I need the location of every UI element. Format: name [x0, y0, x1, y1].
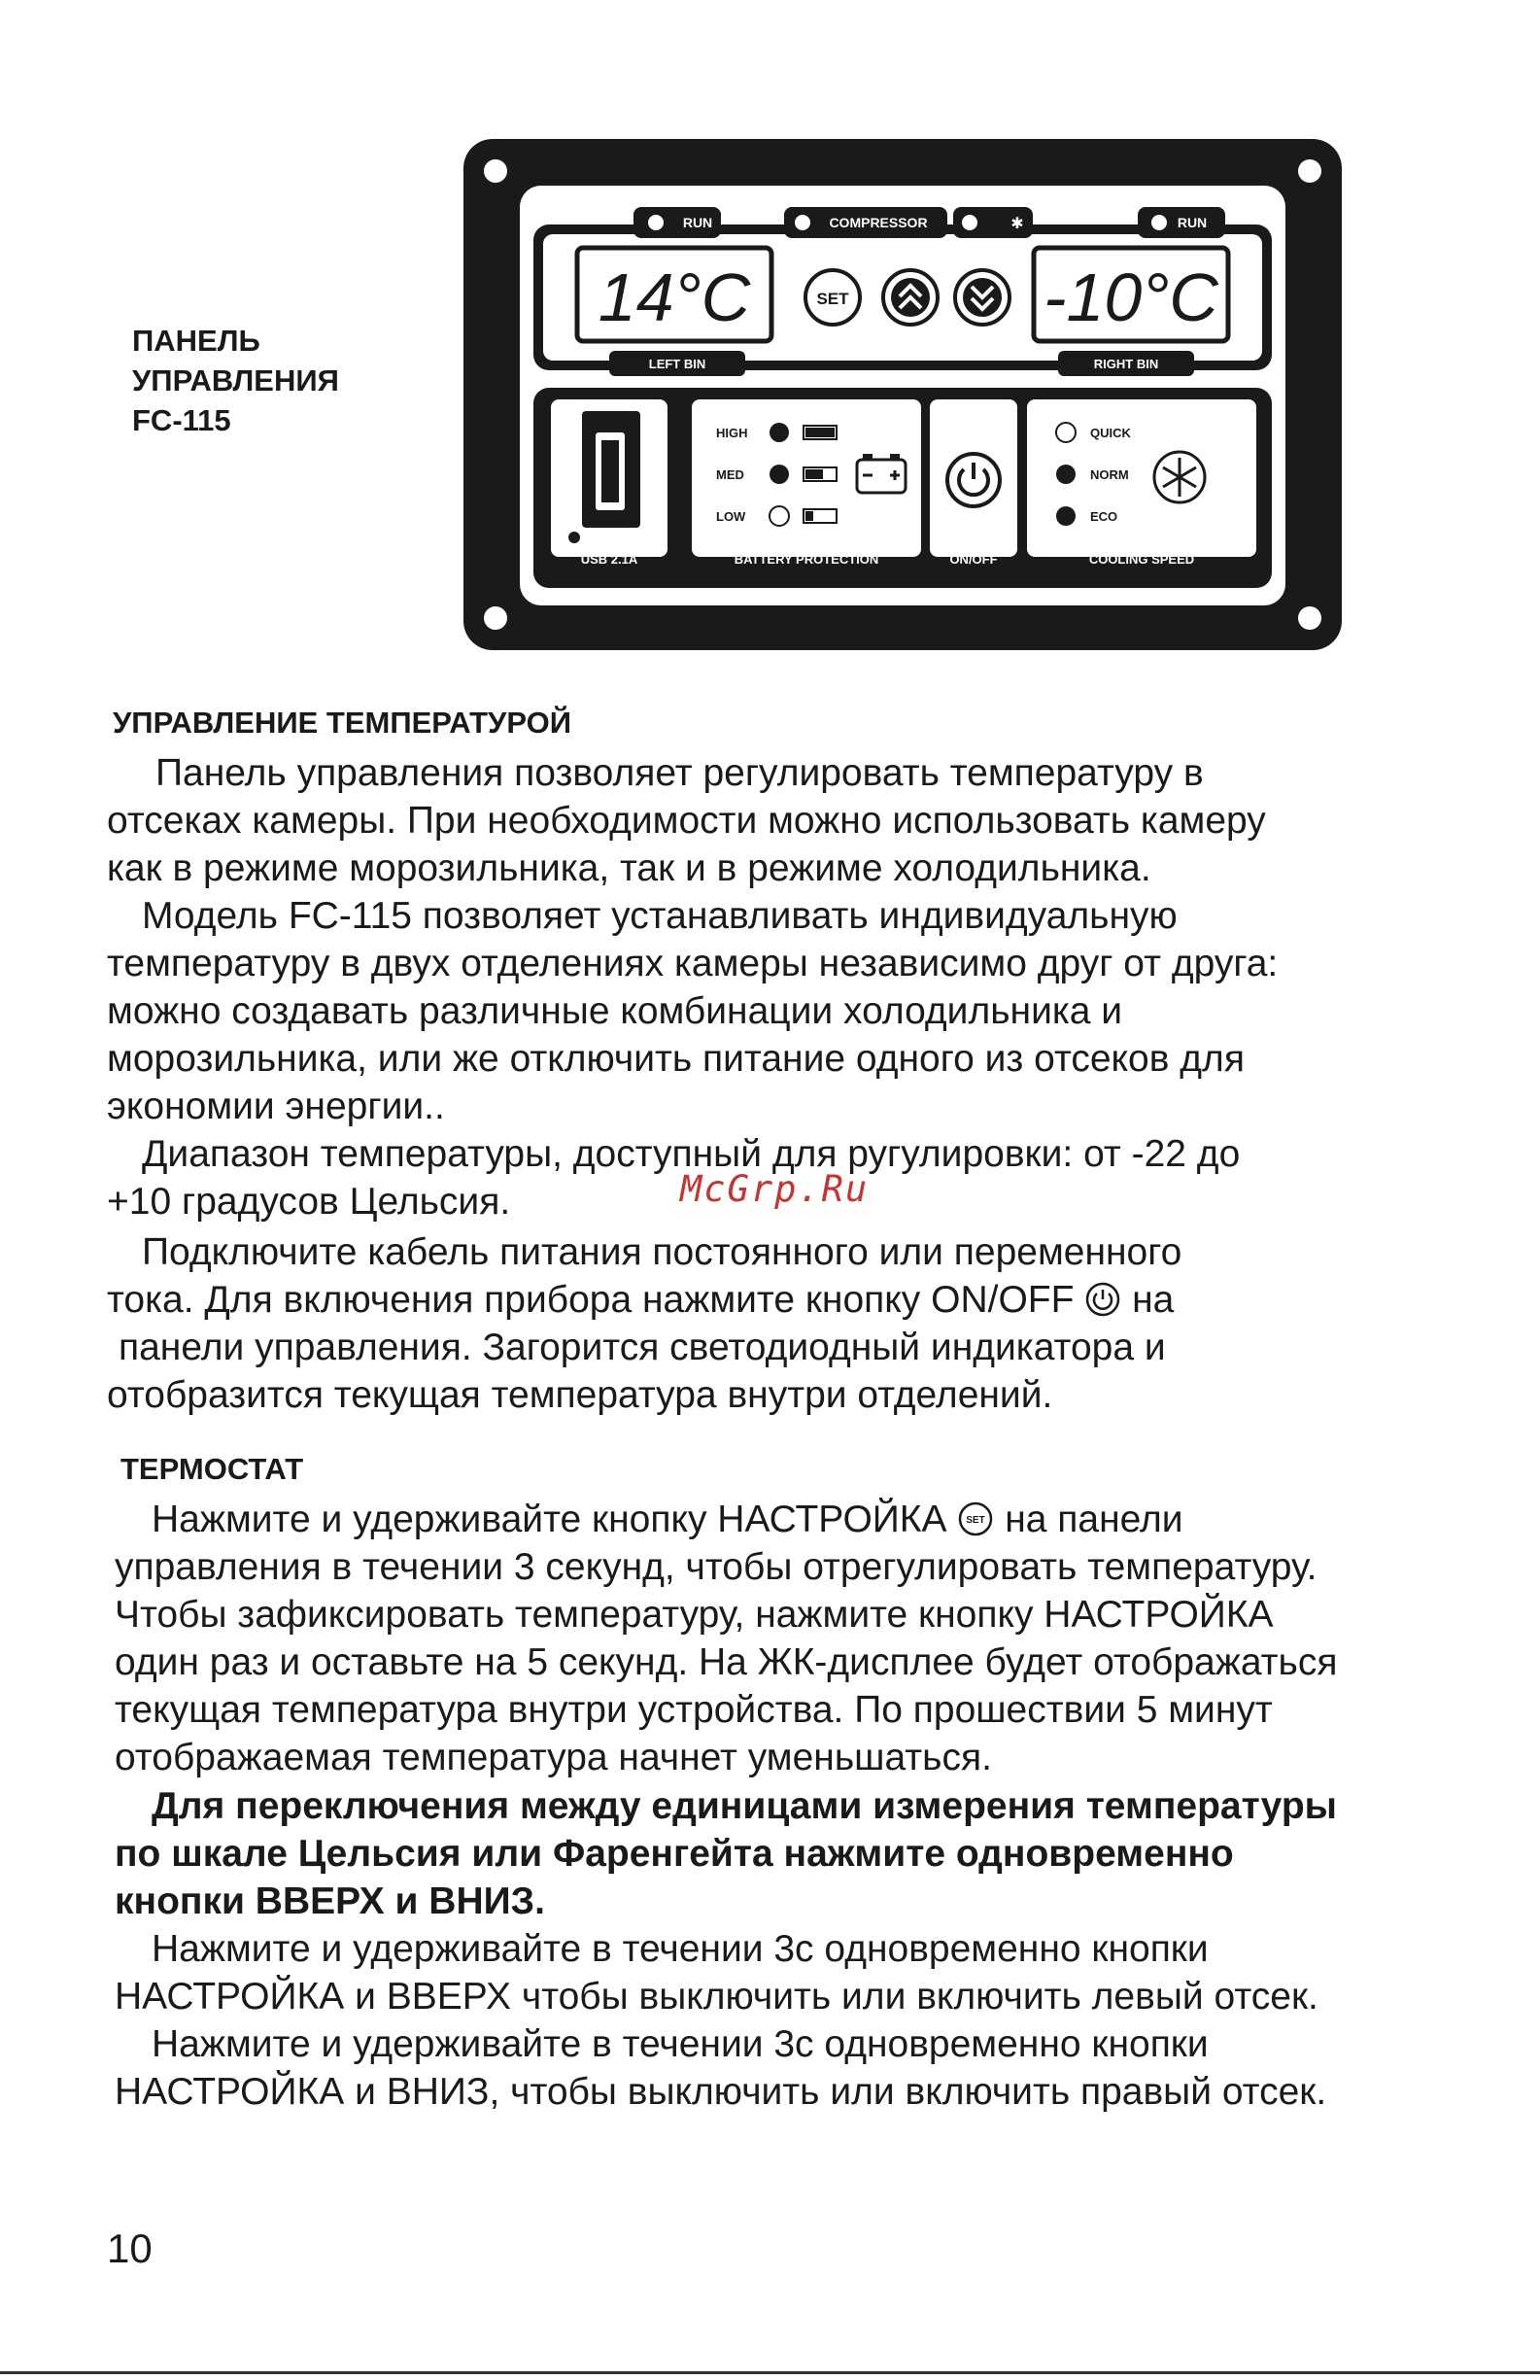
screw-hole	[484, 606, 507, 630]
right-temperature-display: -10°C	[1044, 259, 1218, 335]
text-line: НАСТРОЙКА и ВВЕРХ чтобы выключить или включить левый отсек.	[115, 1976, 1318, 2018]
paragraph	[107, 749, 1506, 892]
battery-low-label: LOW	[716, 509, 746, 524]
control-panel-illustration	[463, 139, 1342, 650]
left-temperature-display: 14°C	[598, 259, 751, 335]
power-button[interactable]	[947, 454, 1000, 506]
text-line: отсеках камеры. При необходимости можно использовать камеру	[107, 800, 1266, 842]
left-bin-label: LEFT BIN	[648, 357, 706, 371]
text-line: один раз и оставьте на 5 секунд. На ЖК-дисплее будет отображаться	[115, 1641, 1338, 1683]
bottom-rule	[0, 2371, 1540, 2374]
text-segment: тока. Для включения прибора нажмите кнопку ON/OFF	[107, 1279, 1075, 1321]
set-button[interactable]	[805, 270, 860, 325]
watermark: McGrp.Ru	[680, 1168, 870, 1210]
set-icon	[957, 1500, 994, 1537]
bold-paragraph	[115, 1782, 1514, 1925]
text-line: отобразится текущая температура внутри отделений.	[107, 1374, 1053, 1416]
text-line: +10 градусов Цельсия.	[107, 1181, 511, 1223]
text-line: Для переключения между единицами измерения температуры	[152, 1785, 1337, 1827]
battery-med-label: MED	[716, 467, 744, 482]
screw-hole	[484, 159, 507, 183]
cooling-eco-label: ECO	[1090, 509, 1118, 524]
usb-label: USB 2.1A	[580, 552, 638, 567]
panel-label	[132, 321, 339, 440]
text-segment: на панели	[1005, 1499, 1183, 1540]
text-line: Нажмите и удерживайте в течении 3с одновременно кнопки	[152, 1928, 1209, 1970]
text-segment: Нажмите и удерживайте кнопку НАСТРОЙКА	[152, 1499, 947, 1540]
text-line	[115, 1496, 1514, 1543]
text-line: Нажмите и удерживайте в течении 3с одновременно кнопки	[152, 2023, 1209, 2065]
cooling-quick-label: QUICK	[1090, 426, 1131, 440]
battery-protection-label: BATTERY PROTECTION	[734, 552, 879, 567]
paragraph	[107, 892, 1506, 1130]
right-bin-label: RIGHT BIN	[1093, 357, 1159, 371]
on-off-label: ON/OFF	[949, 552, 998, 567]
text-line: НАСТРОЙКА и ВНИЗ, чтобы выключить или включить правый отсек.	[115, 2071, 1327, 2113]
set-button-label: SET	[816, 290, 849, 308]
text-line: отображаемая температура начнет уменьшаться.	[115, 1737, 992, 1778]
text-line: Чтобы зафиксировать температуру, нажмите кнопку НАСТРОЙКА	[115, 1594, 1274, 1636]
section-heading-temperature: УПРАВЛЕНИЕ ТЕМПЕРАТУРОЙ	[113, 706, 571, 740]
paragraph	[115, 1496, 1514, 1781]
text-line: можно создавать различные комбинации холодильника и	[107, 990, 1123, 1032]
text-line: Панель управления позволяет регулировать температуру в	[155, 752, 1204, 794]
text-line: Диапазон температуры, доступный для ругулировки: от -22 до	[142, 1133, 1241, 1175]
text-line: экономии энергии..	[107, 1086, 445, 1127]
run-right-indicator: RUN	[1177, 215, 1208, 230]
screw-hole	[1298, 606, 1321, 630]
panel-label-line: ПАНЕЛЬ	[132, 324, 260, 358]
text-line: морозильника, или же отключить питание одного из отсеков для	[107, 1038, 1245, 1080]
cooling-speed-label: COOLING SPEED	[1088, 552, 1195, 567]
section-heading-thermostat: ТЕРМОСТАТ	[120, 1452, 304, 1486]
text-line: по шкале Цельсия или Фаренгейта нажмите одновременно	[115, 1833, 1234, 1875]
text-line: Подключите кабель питания постоянного или переменного	[142, 1231, 1182, 1273]
screw-hole	[1298, 159, 1321, 183]
svg-text:SET: SET	[966, 1515, 986, 1526]
run-left-indicator: RUN	[682, 215, 713, 230]
power-icon	[1084, 1281, 1121, 1318]
down-button[interactable]	[955, 270, 1010, 325]
battery-high-label: HIGH	[716, 426, 748, 440]
up-button[interactable]	[883, 270, 938, 325]
text-line: кнопки ВВЕРХ и ВНИЗ.	[115, 1880, 545, 1922]
panel-label-line: FC-115	[132, 403, 231, 437]
compressor-indicator: COMPRESSOR	[829, 215, 928, 230]
paragraph	[107, 1228, 1506, 1419]
text-line: температуру в двух отделениях камеры независимо друг от друга:	[107, 943, 1279, 984]
text-line: Модель FC-115 позволяет устанавливать индивидуальную	[142, 895, 1178, 937]
paragraph	[115, 2020, 1514, 2116]
text-segment: на	[1132, 1279, 1175, 1321]
text-line: текущая температура внутри устройства. По прошествии 5 минут	[115, 1689, 1273, 1731]
cooling-norm-label: NORM	[1090, 467, 1129, 482]
text-line: управления в течении 3 секунд, чтобы отрегулировать температуру.	[115, 1546, 1318, 1588]
text-line: как в режиме морозильника, так и в режиме холодильника.	[107, 847, 1151, 889]
panel-label-line: УПРАВЛЕНИЯ	[132, 363, 339, 397]
text-line: панели управления. Загорится светодиодный индикатора и	[119, 1327, 1166, 1368]
text-line	[107, 1276, 1506, 1324]
bluetooth-icon: ✱	[1010, 216, 1024, 232]
paragraph	[115, 1925, 1514, 2020]
page-number: 10	[107, 2225, 153, 2271]
